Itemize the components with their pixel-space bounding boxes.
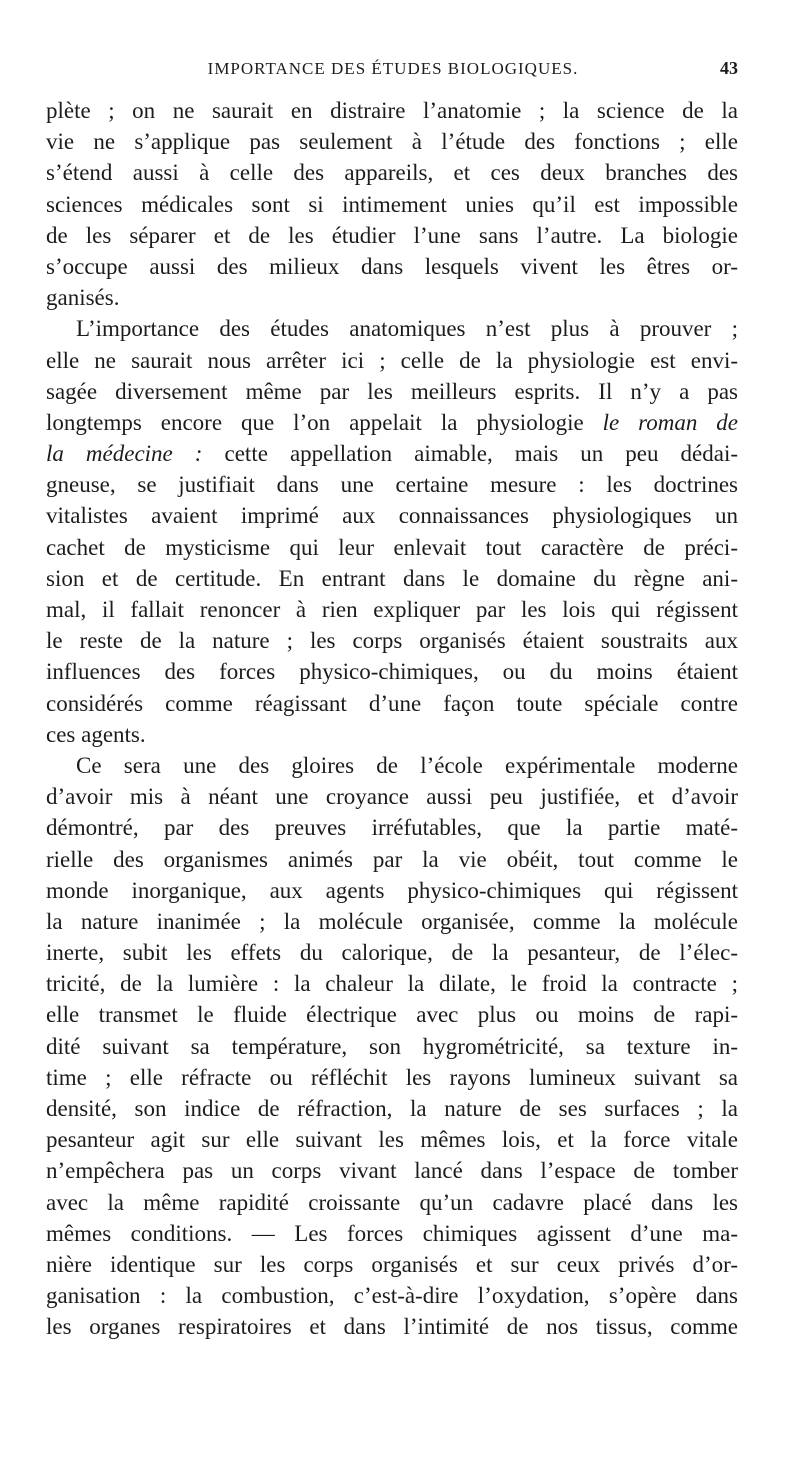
- text-line: influences des forces physico-chimiques, ou du moins étaient: [46, 659, 738, 685]
- text-line: elle transmet le fluide électrique avec plus ou moins de rapi-: [46, 1002, 738, 1028]
- text-line: démontré, par des preuves irréfutables, que la partie maté-: [46, 815, 738, 841]
- paragraph-3: [46, 750, 738, 1343]
- text-line: la nature inanimée ; la molécule organisée, comme la molécule: [46, 908, 738, 934]
- page-number: 43: [719, 58, 738, 78]
- text-line: les organes respiratoires et dans l’intimité de nos tissus, comme: [46, 1314, 738, 1340]
- text-line: rielle des organismes animés par la vie obéit, tout comme le: [46, 846, 738, 872]
- running-header: [46, 58, 738, 79]
- text-line: vie ne s’applique pas seulement à l’étude des fonctions ; elle: [46, 129, 738, 155]
- text-line: avec la même rapidité croissante qu’un cadavre placé dans les: [46, 1189, 738, 1215]
- text-line: nière identique sur les corps organisés et sur ceux privés d’or-: [46, 1251, 738, 1277]
- text-line: densité, son indice de réfraction, la nature de ses surfaces ; la: [46, 1096, 738, 1121]
- text-line: ganisés.: [46, 285, 120, 311]
- text-line: [46, 407, 738, 438]
- text-line: de les séparer et de les étudier l’une sans l’autre. La biologie: [46, 222, 738, 248]
- text-line: cachet de mysticisme qui leur enlevait tout caractère de préci-: [46, 534, 738, 560]
- text-line: s’étend aussi à celle des appareils, et ces deux branches des: [46, 160, 738, 186]
- text-line: pesanteur agit sur elle suivant les mêmes lois, et la force vitale: [46, 1127, 738, 1153]
- text-line: le reste de la nature ; les corps organisés étaient soustraits aux: [46, 628, 738, 654]
- text-line: s’occupe aussi des milieux dans lesquels vivent les êtres or-: [46, 253, 738, 279]
- text-line: ces agents.: [46, 721, 146, 747]
- text-line: monde inorganique, aux agents physico-chimiques qui régissent: [46, 877, 738, 903]
- italic-phrase: la médecine :: [46, 441, 203, 467]
- paragraph-1: [46, 95, 738, 313]
- text-line: [46, 438, 738, 469]
- text-line: sagée diversement même par les meilleurs esprits. Il n’y a pas: [46, 378, 738, 404]
- text-line: sion et de certitude. En entrant dans le domaine du règne ani-: [46, 565, 738, 591]
- text-segment: longtemps encore que l’on appelait la physiologie: [46, 409, 603, 435]
- text-line: gneuse, se justifiait dans une certaine mesure : les doctrines: [46, 472, 738, 498]
- text-line: vitalistes avaient imprimé aux connaissances physiologiques un: [46, 503, 738, 529]
- text-line: plète ; on ne saurait en distraire l’anatomie ; la science de la: [46, 98, 738, 123]
- text-line: tricité, de la lumière : la chaleur la dilate, le froid la contracte ;: [46, 971, 738, 997]
- text-line: Ce sera une des gloires de l’école expérimentale moderne: [76, 752, 738, 778]
- text-line: mal, il fallait renoncer à rien expliquer par les lois qui régissent: [46, 597, 738, 622]
- text-line: time ; elle réfracte ou réfléchit les rayons lumineux suivant sa: [46, 1064, 738, 1090]
- text-line: sciences médicales sont si intimement unies qu’il est impossible: [46, 191, 738, 217]
- text-line: elle ne saurait nous arrêter ici ; celle de la physiologie est envi-: [46, 347, 738, 373]
- paragraph-2: [46, 313, 738, 750]
- text-line: ganisation : la combustion, c’est-à-dire l’oxydation, s’opère dans: [46, 1283, 738, 1309]
- text-segment: cette appellation aimable, mais un peu dédai-: [202, 441, 738, 467]
- text-line: considérés comme réagissant d’une façon toute spéciale contre: [46, 690, 738, 716]
- running-title: IMPORTANCE DES ÉTUDES BIOLOGIQUES.: [207, 59, 579, 78]
- text-line: mêmes conditions. — Les forces chimiques agissent d’une ma-: [46, 1220, 738, 1246]
- text-line: n’empêchera pas un corps vivant lancé dans l’espace de tomber: [46, 1158, 738, 1184]
- italic-phrase: le roman de: [602, 409, 738, 435]
- text-line: dité suivant sa température, son hygrométricité, sa texture in-: [46, 1033, 738, 1059]
- text-line: L’importance des études anatomiques n’est plus à prouver ;: [76, 316, 738, 342]
- text-line: d’avoir mis à néant une croyance aussi peu justifiée, et d’avoir: [46, 784, 738, 810]
- text-line: inerte, subit les effets du calorique, de la pesanteur, de l’élec-: [46, 940, 738, 966]
